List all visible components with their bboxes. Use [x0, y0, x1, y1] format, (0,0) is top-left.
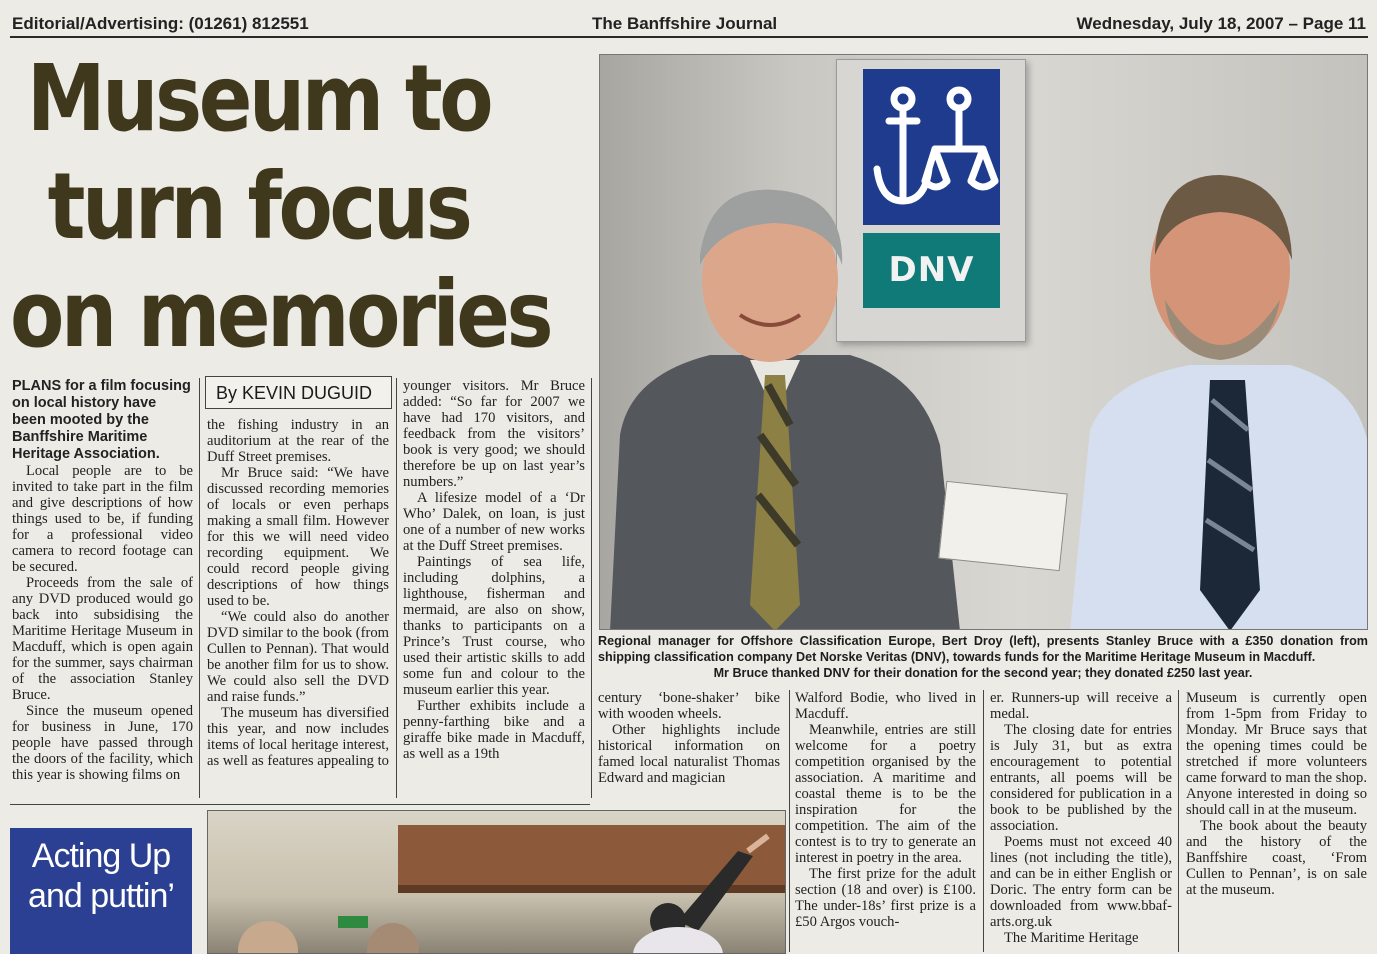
section-rule	[10, 804, 590, 805]
article-column-7	[1186, 690, 1367, 952]
article-paragraph: younger visitors. Mr Bruce added: “So far for 2007 we have had 170 visitors, and feedback from the visitors’ book is very good; we should therefore be up on last year’s numbers.”	[403, 378, 585, 490]
byline: By KEVIN DUGUID	[205, 376, 392, 409]
person-stanley-bruce	[1070, 170, 1368, 630]
article-paragraph: The Maritime Heritage	[1004, 930, 1139, 946]
article-paragraph: Local people are to be invited to take part in the film and give descriptions of how things used to be, if funding for a professional video camera to record footage can be secured.	[12, 463, 193, 575]
stage-scene-illustration	[208, 811, 786, 954]
column-rule	[396, 378, 397, 798]
article-paragraph: the fishing industry in an auditorium at the rear of the Duff Street premises.	[207, 417, 389, 465]
article-column-4	[598, 690, 780, 800]
article-paragraph: Mr Bruce said: “We have discussed recording memories of locals or even perhaps making a small film. However for this we will need video recording equipment. We could record people giving descriptions of how things used to be.	[207, 465, 389, 609]
column-rule	[199, 378, 200, 798]
masthead-paper-name: The Banffshire Journal	[592, 14, 778, 33]
headline-line-3: on memories	[10, 261, 551, 368]
photo-caption-line-2: Mr Bruce thanked DNV for their donation for the second year; they donated £250 last year.	[713, 666, 1253, 680]
article-paragraph: Poems must not exceed 40 lines (not including the title), and can be in either English or Doric. The entry form can be downloaded from www.bbaf-arts.org.uk	[990, 834, 1172, 930]
sidebar-story-photo	[207, 810, 786, 954]
article-column-6	[990, 690, 1172, 952]
article-column-5	[795, 690, 976, 952]
article-paragraph: “We could also do another DVD similar to the book (from Cullen to Pennan). That would be another film for us to show. We could also sell the DVD and raise funds.”	[207, 609, 389, 705]
masthead-contact: Editorial/Advertising: (01261) 812551	[12, 14, 309, 33]
article-paragraph: Paintings of sea life, including dolphins, a lighthouse, fisherman and mermaid, are also on show, thanks to participants on a Prince’s Trust course, who used their artistic skills to add some fun and colour to the museum earlier this year.	[403, 554, 585, 698]
column-rule	[591, 378, 592, 798]
column-rule	[1178, 690, 1179, 952]
column-rule	[983, 690, 984, 952]
article-paragraph: A lifesize model of a ‘Dr Who’ Dalek, on loan, is just one of a number of new works at the Duff Street premises.	[403, 490, 585, 554]
article-column-2	[207, 417, 389, 802]
article-paragraph: The closing date for entries is July 31, but as extra encouragement to potential entrants, all poems will be considered for publication in a book to be published by the association.	[990, 722, 1172, 834]
article-paragraph: The museum has diversified this year, and now includes items of local heritage interest, as well as features appealing to	[207, 705, 389, 769]
article-paragraph: Other highlights include historical information on famed local naturalist Thomas Edward and magician	[598, 722, 780, 786]
donation-cheque	[938, 481, 1067, 571]
article-headline	[10, 45, 551, 375]
person-bert-droy	[600, 185, 960, 630]
article-column-1	[12, 378, 193, 802]
article-lead-paragraph: PLANS for a film focusing on local history have been mooted by the Banffshire Maritime Heritage Association.	[12, 378, 191, 462]
article-paragraph: Since the museum opened for business in June, 170 people have passed through the doors of the facility, which this year is showing films on	[12, 703, 193, 783]
article-paragraph: The book about the beauty and the history of the Banffshire coast, ‘From Cullen to Pennan’, is on sale at the museum.	[1186, 818, 1367, 898]
photo-caption	[598, 633, 1368, 681]
column-rule	[789, 690, 790, 952]
article-paragraph: Walford Bodie, who lived in Macduff.	[795, 690, 976, 722]
sidebar-story-headline: Acting Up and puttin’	[10, 828, 192, 954]
masthead-date-page: Wednesday, July 18, 2007 – Page 11	[1076, 14, 1366, 33]
dnv-wordmark: DNV	[863, 233, 1000, 308]
article-paragraph: Proceeds from the sale of any DVD produced would go back into subsidising the Maritime Heritage Museum in Macduff, which is open again for the summer, says chairman of the association Stanley Bruce.	[12, 575, 193, 703]
article-paragraph: Further exhibits include a penny-farthing bike and a giraffe bike made in Macduff, as well as a 19th	[403, 698, 585, 762]
headline-line-2: turn focus	[47, 153, 470, 260]
headline-line-1: Museum to	[26, 45, 491, 152]
article-column-3	[403, 378, 585, 802]
article-paragraph: Museum is currently open from 1-5pm from Friday to Monday. Mr Bruce says that the opening times could be stretched if more volunteers came forward to man the shop. Anyone interested in doing so should call in at the museum.	[1186, 690, 1367, 818]
donation-photo	[599, 54, 1368, 630]
article-paragraph: Meanwhile, entries are still welcome for a poetry competition organised by the association. A maritime and coastal theme is to be the inspiration for the competition. The aim of the contest is to try to generate an interest in poetry in the area.	[795, 722, 976, 866]
article-paragraph: The first prize for the adult section (18 and over) is £100. The under-18s’ first prize is a £50 Argos vouch-	[795, 866, 976, 930]
photo-caption-line-1: Regional manager for Offshore Classification Europe, Bert Droy (left), presents Stanley Bruce with a £350 donation from shipping classification company Det Norske Veritas (DNV), towards funds for the Maritime Heritage Museum in Macduff.	[598, 634, 1368, 664]
article-paragraph: century ‘bone-shaker’ bike with wooden wheels.	[598, 690, 780, 722]
masthead	[10, 10, 1368, 38]
article-paragraph: er. Runners-up will receive a medal.	[990, 690, 1172, 722]
